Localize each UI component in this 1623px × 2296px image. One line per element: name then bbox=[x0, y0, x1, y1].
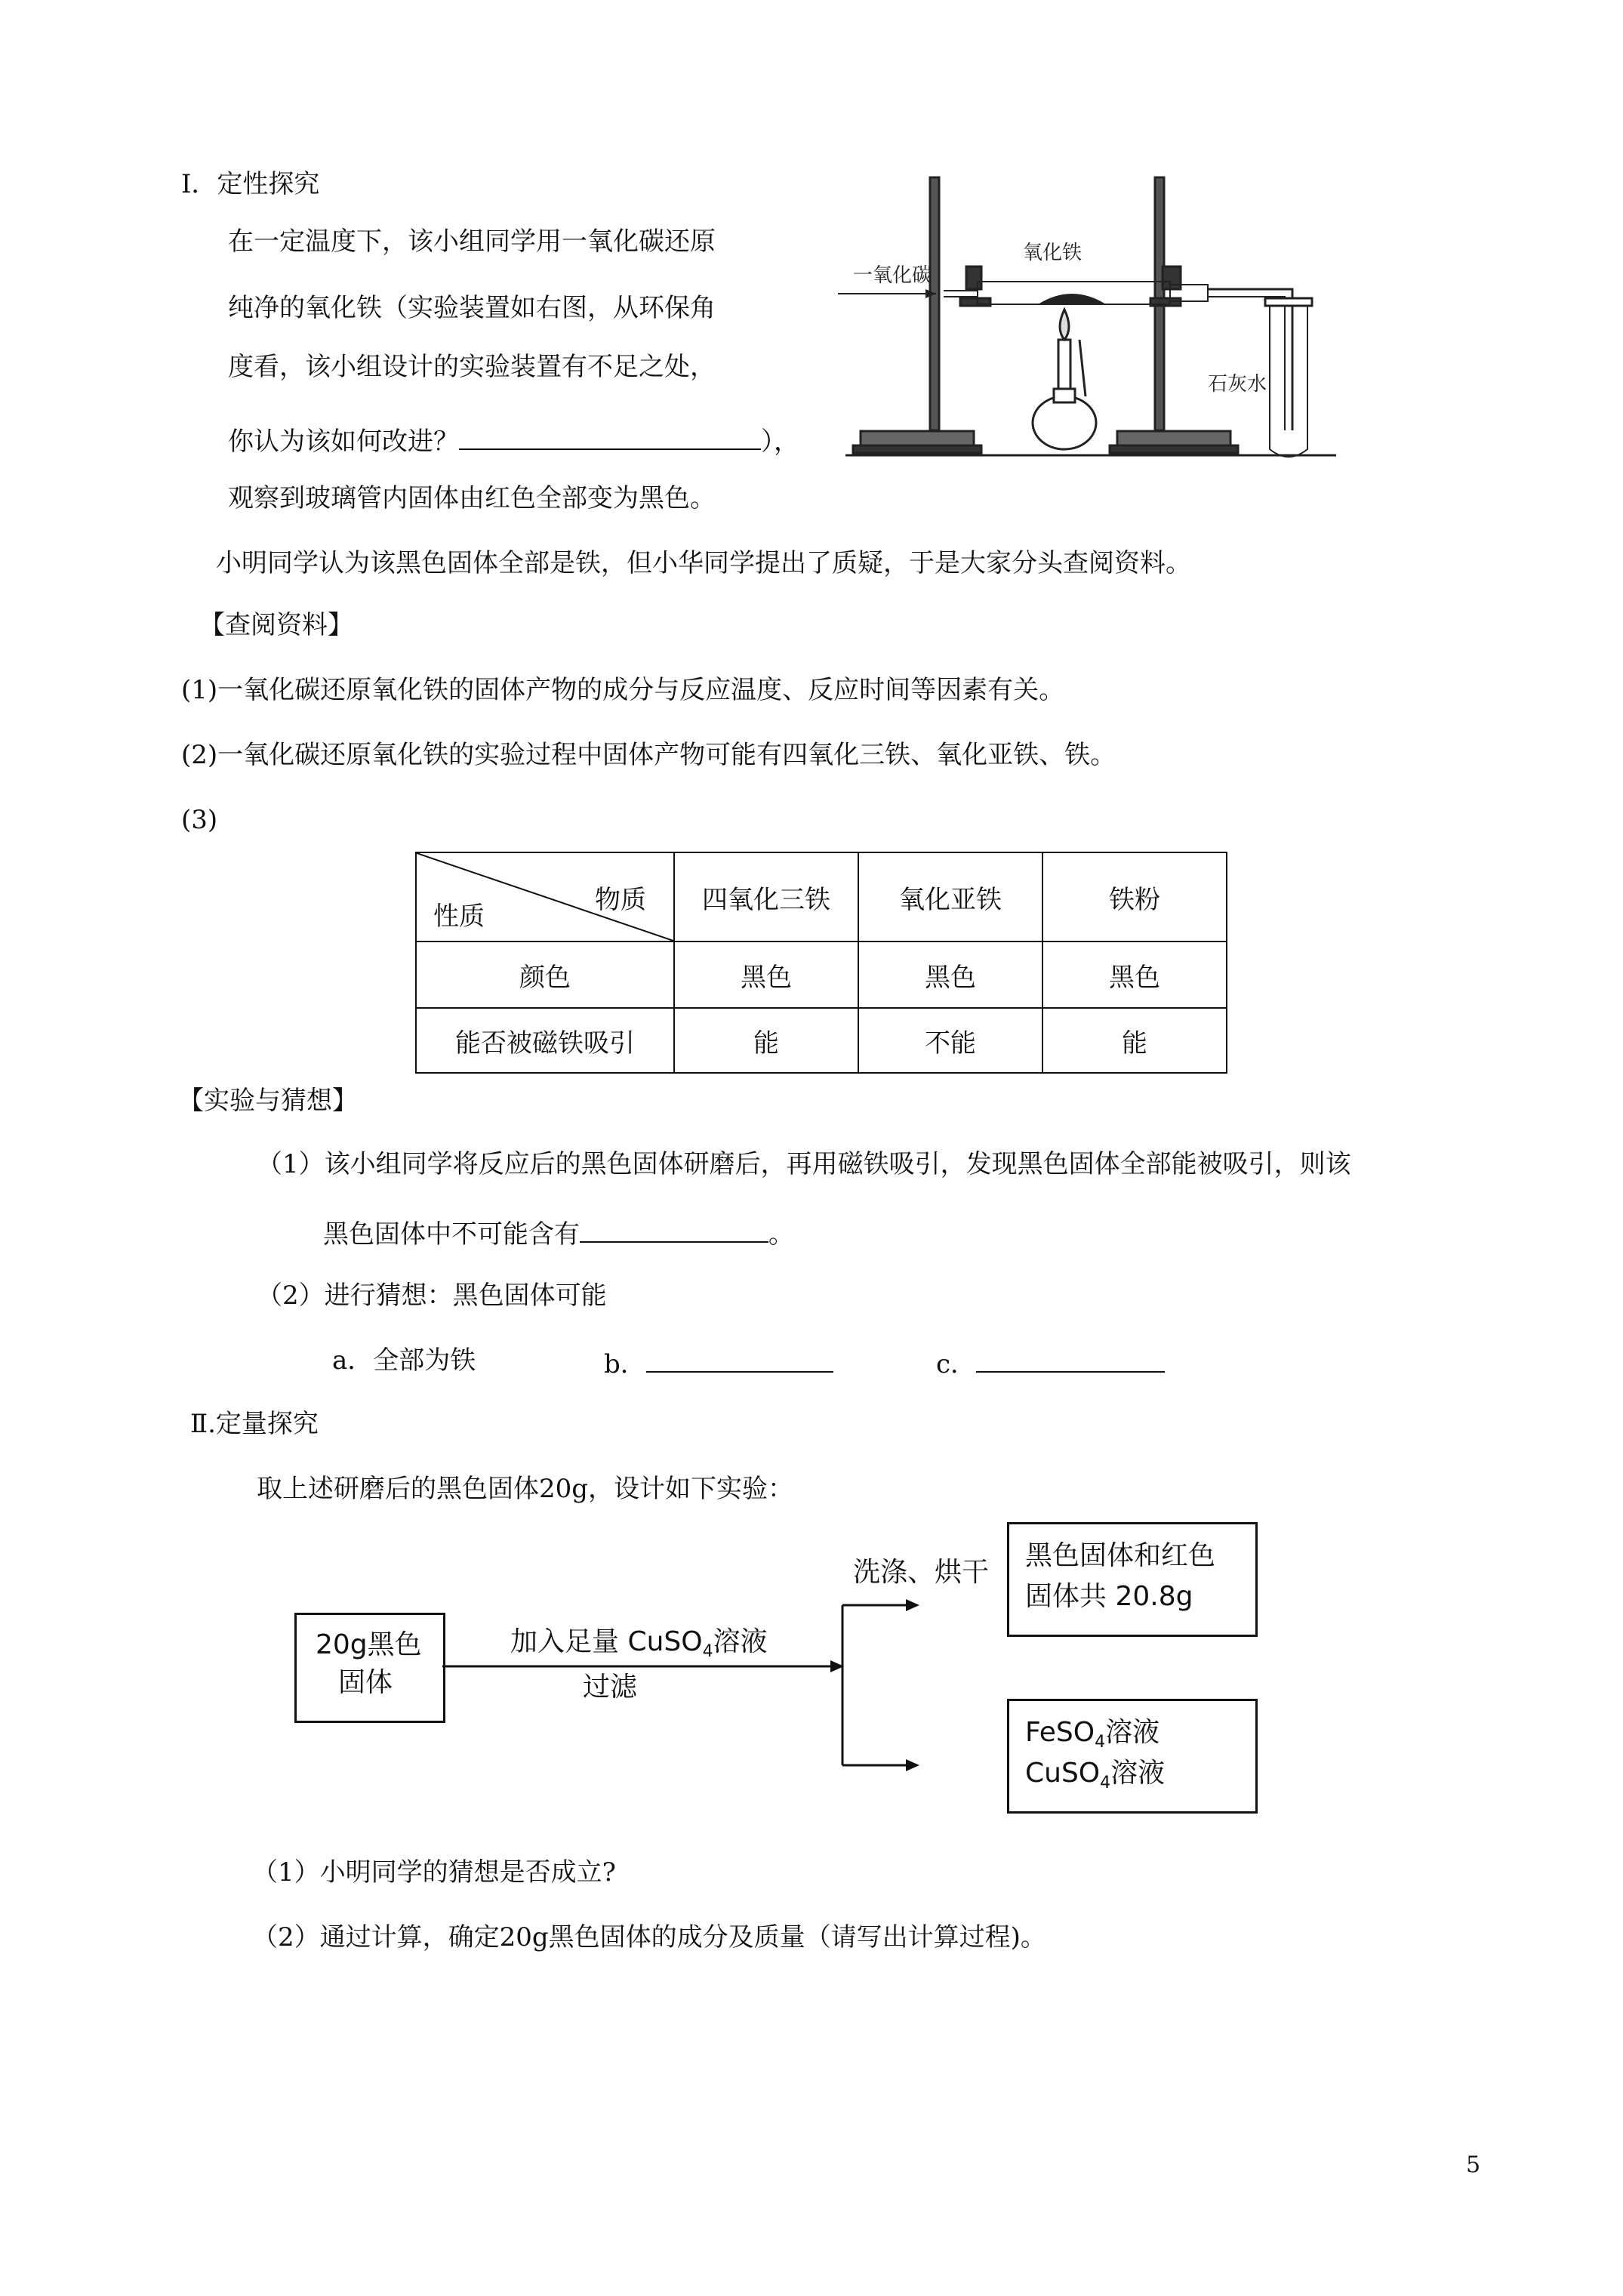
final-question-1: （1）小明同学的猜想是否成立? bbox=[252, 1857, 616, 1888]
corner-label-property: 性质 bbox=[433, 901, 485, 932]
flow-result-solid-line2: 固体共 20.8g bbox=[1025, 1581, 1193, 1612]
section-heading-qualitative: I．定性探究 bbox=[181, 169, 320, 199]
option-b-label: b． bbox=[604, 1349, 646, 1379]
label-iron-oxide: 氧化铁 bbox=[1023, 242, 1083, 264]
table-cell: 黑色 bbox=[858, 942, 1042, 1008]
reagent-tail: 溶液 bbox=[713, 1626, 768, 1657]
experiment-q1-line1: （1）该小组同学将反应后的黑色固体研磨后，再用磁铁吸引，发现黑色固体全部能被吸引，则该 bbox=[257, 1149, 1351, 1179]
intro-line-2: 纯净的氧化铁（实验装置如右图，从环保角 bbox=[228, 293, 716, 323]
table-row bbox=[416, 942, 1227, 1008]
experiment-q1-line2-tail: 。 bbox=[768, 1219, 794, 1250]
debate-text: 小明同学认为该黑色固体全部是铁，但小华同学提出了质疑，于是大家分头查阅资料。 bbox=[216, 548, 1191, 578]
table-row bbox=[416, 1008, 1227, 1073]
cuso4-tail: 溶液 bbox=[1110, 1758, 1166, 1789]
table-header-row bbox=[416, 852, 1227, 942]
flow-result-solution-line2 bbox=[1025, 1756, 1165, 1801]
feso4-tail: 溶液 bbox=[1105, 1717, 1160, 1748]
reference-item-1: (1)一氧化碳还原氧化铁的固体产物的成分与反应温度、反应时间等因素有关。 bbox=[181, 675, 1065, 705]
reference-heading: 【查阅资料】 bbox=[199, 610, 353, 640]
apparatus-diagram bbox=[830, 170, 1344, 461]
flow-arrow-label-filter: 过滤 bbox=[583, 1672, 638, 1703]
flow-result-solid-line1: 黑色固体和红色 bbox=[1025, 1540, 1216, 1571]
row-label-magnetic: 能否被磁铁吸引 bbox=[416, 1008, 674, 1073]
table-cell: 能 bbox=[674, 1008, 858, 1073]
experiment-q1-line2-text: 黑色固体中不可能含有 bbox=[323, 1219, 580, 1250]
page-number: 5 bbox=[1466, 2152, 1481, 2178]
option-b-blank[interactable] bbox=[646, 1345, 833, 1373]
experiment-heading: 【实验与猜想】 bbox=[178, 1086, 358, 1116]
table-corner-cell bbox=[416, 852, 674, 942]
observation-text: 观察到玻璃管内固体由红色全部变为黑色。 bbox=[228, 483, 716, 513]
table-cell: 不能 bbox=[858, 1008, 1042, 1073]
hypothesis-option-c bbox=[936, 1345, 1165, 1379]
reference-item-3: (3) bbox=[181, 805, 218, 835]
reference-item-2: (2)一氧化碳还原氧化铁的实验过程中固体产物可能有四氧化三铁、氧化亚铁、铁。 bbox=[181, 740, 1116, 770]
option-c-blank[interactable] bbox=[976, 1345, 1165, 1373]
column-header-fe3o4: 四氧化三铁 bbox=[674, 852, 858, 942]
cuso4-subscript: 4 bbox=[1100, 1774, 1111, 1793]
properties-table bbox=[415, 852, 1227, 1074]
improvement-answer-blank[interactable] bbox=[459, 423, 761, 450]
improvement-question bbox=[228, 423, 799, 457]
flow-start-line2: 固体 bbox=[338, 1667, 393, 1698]
hypothesis-option-a: a．全部为铁 bbox=[332, 1345, 476, 1376]
label-carbon-monoxide: 一氧化碳 bbox=[853, 264, 932, 287]
hypothesis-option-b bbox=[604, 1345, 833, 1379]
improvement-question-tail: ）， bbox=[761, 427, 799, 457]
feso4-subscript: 4 bbox=[1095, 1733, 1106, 1752]
flow-start-line1: 20g黑色 bbox=[316, 1629, 422, 1660]
final-question-2: （2）通过计算，确定20g黑色固体的成分及质量（请写出计算过程)。 bbox=[252, 1922, 1046, 1952]
improvement-question-text: 你认为该如何改进？ bbox=[228, 427, 459, 457]
corner-label-substance: 物质 bbox=[595, 885, 646, 915]
experiment-q2: （2）进行猜想：黑色固体可能 bbox=[257, 1281, 607, 1311]
impossible-component-blank[interactable] bbox=[580, 1216, 768, 1243]
cuso4-text: CuSO bbox=[1025, 1758, 1101, 1789]
section2-intro: 取上述研磨后的黑色固体20g，设计如下实验： bbox=[257, 1474, 794, 1504]
table-cell: 黑色 bbox=[674, 942, 858, 1008]
intro-line-3: 度看，该小组设计的实验装置有不足之处， bbox=[228, 352, 716, 382]
section-heading-quantitative: Ⅱ.定量探究 bbox=[190, 1409, 319, 1439]
intro-line-1: 在一定温度下，该小组同学用一氧化碳还原 bbox=[228, 227, 716, 257]
column-header-feo: 氧化亚铁 bbox=[858, 852, 1042, 942]
flow-result-solution-line1 bbox=[1025, 1715, 1160, 1760]
flow-arrows bbox=[442, 1570, 1016, 1789]
label-limewater: 石灰水 bbox=[1208, 373, 1267, 396]
feso4-text: FeSO bbox=[1025, 1717, 1095, 1748]
table-cell: 能 bbox=[1042, 1008, 1227, 1073]
column-header-iron-powder: 铁粉 bbox=[1042, 852, 1227, 942]
reagent-text: 加入足量 CuSO bbox=[510, 1626, 703, 1657]
row-label-color: 颜色 bbox=[416, 942, 674, 1008]
reagent-subscript: 4 bbox=[702, 1642, 713, 1662]
option-c-label: c． bbox=[936, 1349, 977, 1379]
experiment-q1-line2 bbox=[323, 1216, 794, 1250]
flow-branch-label: 洗涤、烘干 bbox=[853, 1557, 990, 1588]
flow-arrow-label-reagent bbox=[510, 1625, 768, 1669]
table-cell: 黑色 bbox=[1042, 942, 1227, 1008]
